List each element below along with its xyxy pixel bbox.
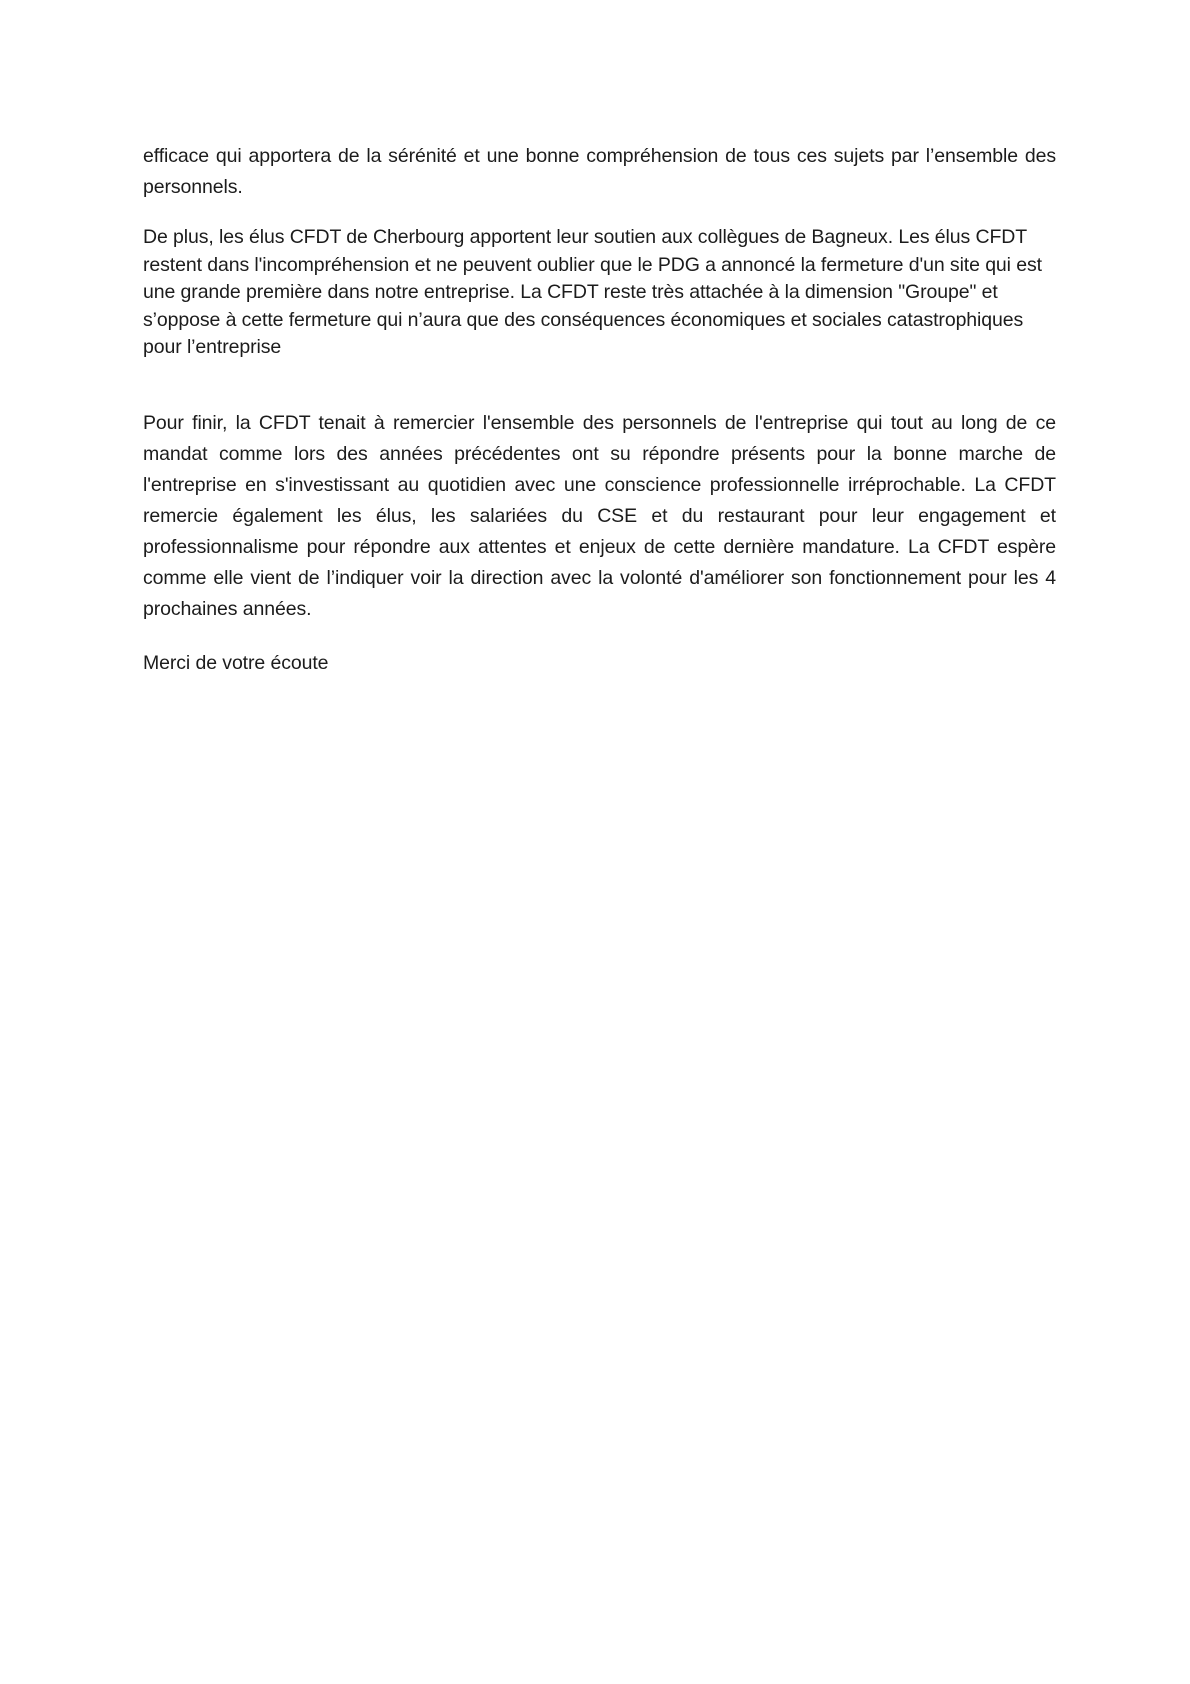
closing-line: Merci de votre écoute [143, 652, 329, 674]
paragraph-soutien-bagneux: De plus, les élus CFDT de Cherbourg apportent leur soutien aux collègues de Bagneux. Les élus CFDT restent dans l'incompréhension et ne peuvent oublier que le PDG a annoncé la fermeture d'un site qui est une grande première dans notre entreprise. La CFDT reste très attachée à la dimension "Groupe" et s’oppose à cette fermeture qui n’aura que des conséquences économiques et sociales catastrophiques pour l’entreprise [143, 226, 1042, 358]
paragraph-efficacite: efficace qui apportera de la sérénité et une bonne compréhension de tous ces sujets par l’ensemble des personnels. [143, 145, 1056, 198]
paragraph-remerciements: Pour finir, la CFDT tenait à remercier l'ensemble des personnels de l'entreprise qui tout au long de ce mandat comme lors des années précédentes ont su répondre présents pour la bonne marche de l'entreprise en s'investissant au quotidien avec une conscience professionnelle irréprochable. La CFDT remercie également les élus, les salariées du CSE et du restaurant pour leur engagement et professionnalisme pour répondre aux attentes et enjeux de cette dernière mandature. La CFDT espère comme elle vient de l’indiquer voir la direction avec la volonté d'améliorer son fonctionnement pour les 4 prochaines années. [143, 412, 1056, 620]
